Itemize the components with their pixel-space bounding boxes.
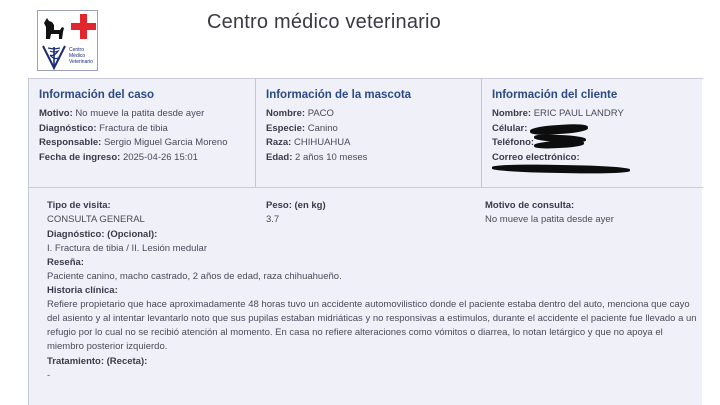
client-email-row [492, 151, 703, 166]
pet-age-row [266, 151, 481, 166]
pet-info-heading: Información de la mascota [266, 89, 412, 101]
client-name-value: ERIC PAUL LANDRY [533, 108, 624, 119]
case-reason-row [39, 107, 255, 122]
diagnosis-label: Diagnóstico: (Opcional): [47, 229, 158, 240]
page-title: Centro médico veterinario [207, 11, 441, 33]
signalment-value: Paciente canino, macho castrado, 2 años de edad, raza chihuahueño. [47, 271, 342, 282]
pet-species-value: Canino [307, 122, 338, 134]
client-email-label: Correo electrónico: [492, 151, 580, 163]
visit-type-label: Tipo de visita: [47, 200, 111, 211]
treatment-field [47, 355, 147, 383]
weight-field [266, 199, 326, 227]
clinic-logo [37, 10, 98, 71]
pet-age-value: 2 años 10 meses [295, 151, 368, 163]
red-cross-icon [70, 13, 97, 40]
consult-reason-field [485, 199, 614, 227]
pet-name-label: Nombre: [266, 108, 306, 119]
case-responsible-row [39, 136, 255, 151]
case-info-card [29, 79, 255, 187]
case-date-value: 2025-04-26 15:01 [122, 151, 198, 163]
clinical-history-value: Refiere propietario que hace aproximadamente 48 horas tuvo un accidente automovilistico donde el paciente estaba dentro del auto, menciona que cayo del asiento y al intentar levantarlo noto que sus pupilas estaban midriáticas y no responsivas a estimulos, durante el accidente el paciente fue llevado a un refugio por lo cual no se recibió atención al momento. En casa no refiere alteraciones como vómitos o diarrea, lo notan letárgico y que no apoya el miembro posterior izquierdo. [47, 299, 697, 352]
pet-species-row [266, 122, 481, 137]
case-info-heading: Información del caso [39, 89, 155, 101]
signalment-field [47, 256, 342, 284]
dog-icon [40, 13, 68, 41]
case-reason-value: No mueve la patita desde ayer [75, 108, 205, 119]
header [0, 0, 720, 78]
pet-age-label: Edad: [266, 151, 293, 163]
info-cards [29, 78, 703, 188]
client-name-row [492, 107, 703, 122]
pet-info-card [255, 79, 481, 187]
weight-label: Peso: (en kg) [266, 200, 326, 211]
logo-text [69, 47, 98, 65]
pet-name-value: PACO [307, 108, 334, 119]
weight-value: 3.7 [266, 214, 280, 225]
pet-breed-value: CHIHUAHUA [293, 137, 351, 148]
case-reason-label: Motivo: [39, 108, 73, 119]
logo-text-line: Centro [69, 47, 85, 53]
visit-type-value: CONSULTA GENERAL [47, 214, 145, 225]
logo-text-line: Veterinario [69, 59, 93, 65]
pet-breed-row [266, 136, 481, 151]
pet-species-label: Especie: [266, 122, 306, 134]
treatment-label: Tratamiento: (Receta): [47, 356, 148, 367]
case-diagnosis-row [39, 122, 255, 137]
case-date-row [39, 151, 255, 166]
consult-reason-label: Motivo de consulta: [485, 200, 575, 211]
consult-reason-value: No mueve la patita desde ayer [485, 214, 614, 225]
client-info-heading: Información del cliente [492, 89, 618, 101]
client-phone-row [492, 136, 703, 151]
caduceus-icon [40, 42, 68, 70]
record-panel [28, 78, 702, 405]
pet-name-row [266, 107, 481, 122]
diagnosis-field [47, 228, 207, 256]
clinical-history-label: Historia clínica: [47, 285, 118, 296]
pet-breed-label: Raza: [266, 137, 292, 148]
diagnosis-value: I. Fractura de tibia / II. Lesión medular [47, 243, 207, 254]
client-info-card [481, 79, 703, 187]
signalment-label: Reseña: [47, 257, 84, 268]
case-responsible-label: Responsable: [39, 137, 102, 148]
clinical-history-field [47, 284, 697, 354]
case-diagnosis-label: Diagnóstico: [39, 122, 97, 134]
visit-type-field [47, 199, 145, 227]
client-name-label: Nombre: [492, 108, 532, 119]
client-mobile-row [492, 122, 703, 137]
client-phone-label: Teléfono: [492, 137, 535, 148]
case-responsible-value: Sergio Miguel Garcia Moreno [103, 137, 228, 148]
treatment-value: - [47, 370, 51, 381]
logo-text-line: Médico [69, 53, 86, 59]
case-date-label: Fecha de ingreso: [39, 151, 121, 163]
case-diagnosis-value: Fractura de tibia [99, 122, 168, 134]
client-mobile-label: Célular: [492, 122, 528, 134]
redaction-mark [492, 164, 630, 174]
